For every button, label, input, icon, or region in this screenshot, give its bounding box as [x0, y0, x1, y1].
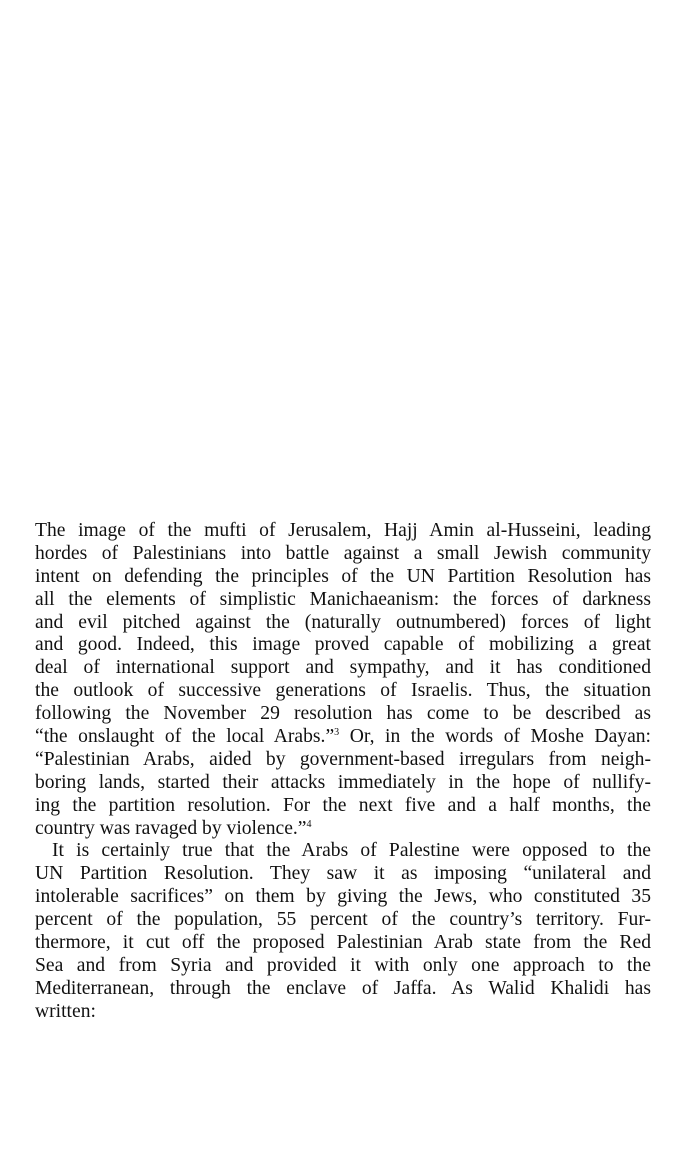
- text-line: hordes of Palestinians into battle against a small Jewish community: [35, 542, 651, 564]
- footnote-marker: 3: [334, 727, 340, 739]
- text-segment: Or, in the words of Moshe Dayan:: [339, 726, 652, 748]
- text-line: thermore, it cut off the proposed Palestinian Arab state from the Red: [35, 932, 651, 954]
- text-line: all the elements of simplistic Manichaeanism: the forces of darkness: [35, 588, 651, 610]
- text-line: deal of international support and sympathy, and it has conditioned: [35, 657, 651, 679]
- paragraph-1: [35, 520, 651, 840]
- text-line: percent of the population, 55 percent of the country’s territory. Fur-: [35, 909, 651, 931]
- text-line: Sea and from Syria and provided it with only one approach to the: [35, 954, 651, 976]
- text-line: It is certainly true that the Arabs of Palestine were opposed to the: [52, 840, 651, 862]
- text-line: UN Partition Resolution. They saw it as imposing “unilateral and: [35, 863, 651, 885]
- footnote-marker: 4: [306, 818, 312, 830]
- text-line: boring lands, started their attacks immediately in the hope of nullify-: [35, 771, 651, 793]
- text-line: following the November 29 resolution has come to be described as: [35, 703, 651, 725]
- text-line: the outlook of successive generations of Israelis. Thus, the situation: [35, 680, 651, 702]
- text-line: [35, 818, 651, 841]
- text-line: ing the partition resolution. For the next five and a half months, the: [35, 794, 651, 816]
- text-line: and evil pitched against the (naturally outnumbered) forces of light: [35, 611, 651, 633]
- quote-text: “the onslaught of the local Arabs.”: [35, 726, 335, 748]
- text-line: written:: [35, 1000, 96, 1022]
- text-line: “Palestinian Arabs, aided by government-based irregulars from neigh-: [35, 748, 651, 770]
- text-line: intent on defending the principles of the UN Partition Resolution has: [35, 565, 651, 587]
- text-line: and good. Indeed, this image proved capable of mobilizing a great: [35, 634, 651, 656]
- text-line: [35, 726, 651, 749]
- text-line: intolerable sacrifices” on them by giving the Jews, who constituted 35: [35, 886, 651, 908]
- text-segment: country was ravaged by violence.”: [35, 817, 307, 839]
- text-line: Mediterranean, through the enclave of Jaffa. As Walid Khalidi has: [35, 977, 651, 999]
- text-line: The image of the mufti of Jerusalem, Hajj Amin al-Husseini, leading: [35, 520, 651, 541]
- paragraph-2: [35, 840, 651, 1023]
- body-text: [35, 520, 651, 1024]
